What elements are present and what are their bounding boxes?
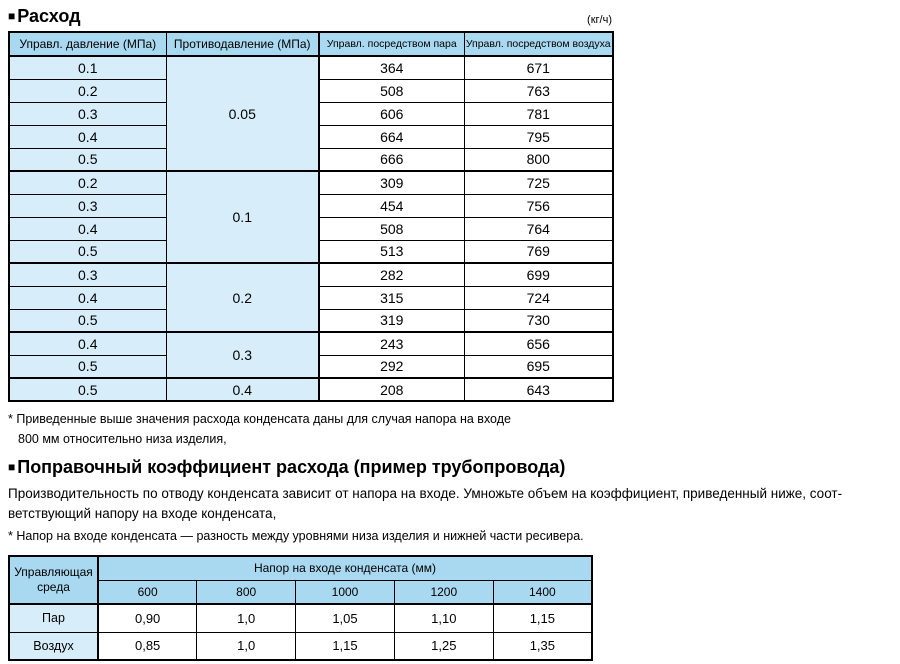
- control-pressure-cell: 0.2: [9, 171, 166, 194]
- control-pressure-cell: 0.4: [9, 217, 166, 240]
- section2-header: [8, 457, 892, 478]
- col-header-control-pressure: Управл. давление (МПа): [9, 32, 166, 56]
- air-value-cell: 730: [464, 309, 613, 332]
- control-pressure-cell: 0.5: [9, 355, 166, 378]
- air-value-cell: 763: [464, 79, 613, 102]
- control-pressure-cell: 0.5: [9, 378, 166, 401]
- control-pressure-cell: 0.5: [9, 240, 166, 263]
- square-bullet-icon: ■: [8, 460, 16, 474]
- steam-value-cell: 309: [319, 171, 464, 194]
- air-value-cell: 769: [464, 240, 613, 263]
- steam-value-cell: 364: [319, 56, 464, 79]
- control-pressure-cell: 0.4: [9, 332, 166, 355]
- air-value-cell: 695: [464, 355, 613, 378]
- section2-title: Поправочный коэффициент расхода (пример трубопровода): [17, 457, 566, 477]
- steam-value-cell: 508: [319, 79, 464, 102]
- steam-value-cell: 292: [319, 355, 464, 378]
- footnote-line: 800 мм относительно низа изделия,: [18, 432, 227, 446]
- air-value-cell: 671: [464, 56, 613, 79]
- factor-cell: 1,05: [296, 604, 395, 632]
- air-value-cell: 756: [464, 194, 613, 217]
- head-value-800: 800: [197, 580, 296, 604]
- control-pressure-cell: 0.3: [9, 194, 166, 217]
- head-value-1000: 1000: [296, 580, 395, 604]
- factor-cell: 1,35: [493, 632, 592, 660]
- table-row: [9, 263, 613, 286]
- factor-cell: 1,15: [296, 632, 395, 660]
- steam-value-cell: 513: [319, 240, 464, 263]
- steam-value-cell: 664: [319, 125, 464, 148]
- air-value-cell: 781: [464, 102, 613, 125]
- section2-footnote: * Напор на входе конденсата — разность между уровнями низа изделия и нижней части ресивера.: [8, 529, 584, 543]
- steam-value-cell: 315: [319, 286, 464, 309]
- table-row: [9, 632, 592, 660]
- control-pressure-cell: 0.2: [9, 79, 166, 102]
- square-bullet-icon: ■: [8, 9, 16, 23]
- factor-cell: 1,25: [394, 632, 493, 660]
- back-pressure-cell: 0.1: [166, 171, 319, 263]
- col-header-steam-control: Управл. посредством пара: [319, 32, 464, 56]
- air-value-cell: 725: [464, 171, 613, 194]
- head-value-1200: 1200: [394, 580, 493, 604]
- correction-factor-table: [8, 555, 593, 661]
- control-pressure-cell: 0.3: [9, 102, 166, 125]
- air-value-cell: 764: [464, 217, 613, 240]
- col-header-back-pressure: Противодавление (МПа): [166, 32, 319, 56]
- section1-title: Расход: [17, 6, 81, 26]
- back-pressure-cell: 0.2: [166, 263, 319, 332]
- steam-value-cell: 243: [319, 332, 464, 355]
- air-value-cell: 699: [464, 263, 613, 286]
- intro-line: ветствующий напору на входе конденсата,: [8, 506, 277, 521]
- control-pressure-cell: 0.4: [9, 286, 166, 309]
- back-pressure-cell: 0.3: [166, 332, 319, 378]
- steam-value-cell: 454: [319, 194, 464, 217]
- air-value-cell: 800: [464, 148, 613, 171]
- control-pressure-cell: 0.5: [9, 309, 166, 332]
- section1-header: [8, 6, 612, 27]
- correction-factor-table-header: [9, 556, 592, 604]
- back-pressure-cell: 0.05: [166, 56, 319, 171]
- medium-label-cell: Воздух: [9, 632, 98, 660]
- col-header-air-control: Управл. посредством воздуха: [464, 32, 613, 56]
- control-pressure-cell: 0.4: [9, 125, 166, 148]
- head-value-600: 600: [98, 580, 197, 604]
- factor-cell: 1,0: [197, 604, 296, 632]
- flow-rate-table: [8, 31, 614, 402]
- control-pressure-cell: 0.1: [9, 56, 166, 79]
- factor-cell: 1,0: [197, 632, 296, 660]
- medium-label-cell: Пар: [9, 604, 98, 632]
- air-value-cell: 724: [464, 286, 613, 309]
- air-value-cell: 795: [464, 125, 613, 148]
- section2-intro: [8, 484, 892, 524]
- flow-unit-label: (кг/ч): [587, 14, 612, 26]
- col-header-inlet-head: Напор на входе конденсата (мм): [98, 556, 592, 580]
- table-row: [9, 332, 613, 355]
- air-value-cell: 643: [464, 378, 613, 401]
- head-value-1400: 1400: [493, 580, 592, 604]
- steam-value-cell: 606: [319, 102, 464, 125]
- steam-value-cell: 508: [319, 217, 464, 240]
- steam-value-cell: 666: [319, 148, 464, 171]
- steam-value-cell: 208: [319, 378, 464, 401]
- back-pressure-cell: 0.4: [166, 378, 319, 401]
- control-pressure-cell: 0.3: [9, 263, 166, 286]
- steam-value-cell: 282: [319, 263, 464, 286]
- factor-cell: 1,15: [493, 604, 592, 632]
- col-header-control-medium: Управляющая среда: [9, 556, 98, 604]
- air-value-cell: 656: [464, 332, 613, 355]
- factor-cell: 0,85: [98, 632, 197, 660]
- control-pressure-cell: 0.5: [9, 148, 166, 171]
- factor-cell: 0,90: [98, 604, 197, 632]
- intro-line: Производительность по отводу конденсата зависит от напора на входе. Умножьте объем на коэффициент, приведенный ниже, соот-: [8, 486, 843, 501]
- table-row: [9, 56, 613, 79]
- table-row: [9, 378, 613, 401]
- footnote-line: * Приведенные выше значения расхода конденсата даны для случая напора на входе: [8, 412, 511, 426]
- flow-rate-table-header: [9, 32, 613, 56]
- steam-value-cell: 319: [319, 309, 464, 332]
- factor-cell: 1,10: [394, 604, 493, 632]
- table-row: [9, 171, 613, 194]
- table-row: [9, 604, 592, 632]
- table1-footnote: [8, 409, 892, 449]
